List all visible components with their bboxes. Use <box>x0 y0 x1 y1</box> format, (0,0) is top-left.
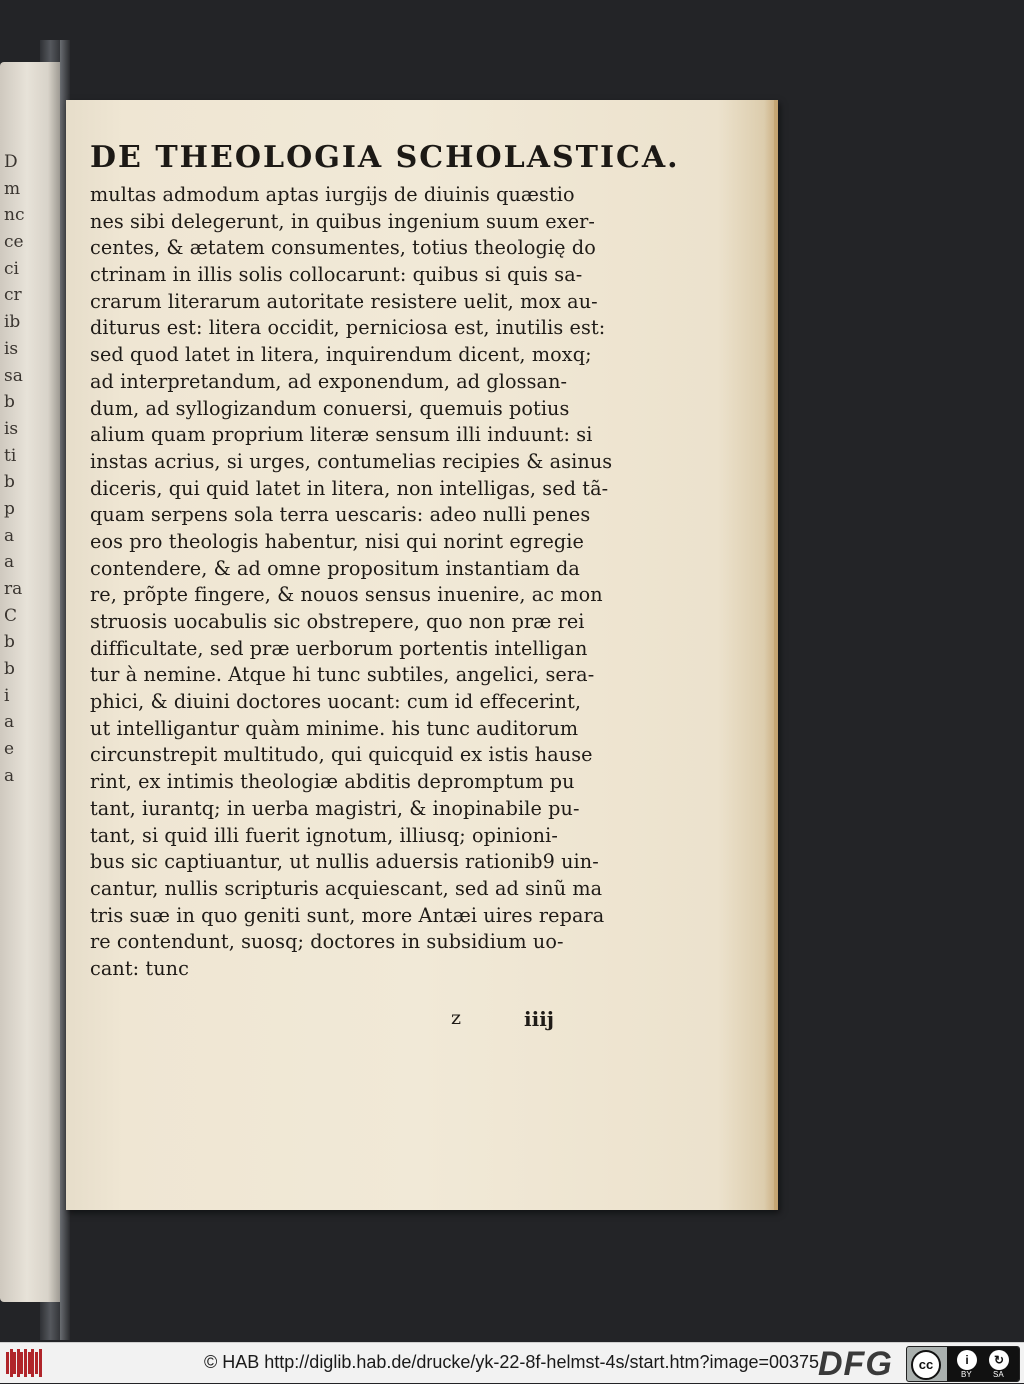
previous-page-text <box>4 152 34 793</box>
cc-icon: cc <box>911 1350 941 1380</box>
previous-page-fragment: ra <box>4 579 23 599</box>
previous-page-fragment: is <box>4 338 19 359</box>
cc-license-badge[interactable] <box>906 1346 1020 1382</box>
signature-mark: z <box>451 1007 462 1029</box>
hab-logo-bar <box>13 1352 16 1374</box>
previous-page-fragment: a <box>4 525 15 546</box>
text-line: tur à nemine. Atque hi tunc subtiles, angelici, sera- <box>90 663 595 687</box>
hab-logo-bar <box>31 1349 34 1377</box>
text-line: diceris, qui quid latet in litera, non intelligas, sed tã- <box>90 476 609 500</box>
previous-page-fragment: b <box>4 392 15 413</box>
text-line: circunstrepit multitudo, qui quicquid ex istis hause <box>90 743 593 767</box>
by-label: BY <box>961 1370 972 1379</box>
hab-logo-bar <box>35 1352 38 1374</box>
text-line: quam serpens sola terra uescaris: adeo nulli penes <box>90 503 591 527</box>
previous-page-fragment: C <box>4 605 18 626</box>
sa-share-alike-icon: ↻ <box>989 1350 1009 1370</box>
previous-page-fragment: ci <box>4 258 19 279</box>
text-line: cant: tunc <box>90 956 189 980</box>
text-line: phici, & diuini doctores uocant: cum id effecerint, <box>90 690 582 714</box>
text-line: ctrinam in illis solis collocarunt: quibus si quis sa- <box>90 263 583 287</box>
hab-logo-bar <box>24 1349 27 1377</box>
running-head: DE THEOLOGIA SCHOLASTICA. <box>90 140 680 175</box>
previous-page-fragment: ti <box>4 445 17 466</box>
text-line: eos pro theologis habentur, nisi qui norint egregie <box>90 529 584 553</box>
hab-logo-bar <box>39 1349 42 1377</box>
text-line: tant, si quid illi fuerit ignotum, illiusq; opinioni- <box>90 823 558 847</box>
text-line: difficultate, sed præ uerborum portentis intelligan <box>90 636 588 660</box>
text-line: rint, ex intimis theologiæ abditis depromptum pu <box>90 770 575 794</box>
hab-logo-bar <box>6 1352 9 1374</box>
previous-page-fragment: p <box>4 498 15 519</box>
text-line: re contendunt, suosq; doctores in subsidium uo- <box>90 930 564 954</box>
previous-page-fragment: cr <box>4 285 22 306</box>
text-line: cantur, nullis scripturis acquiescant, sed ad sinũ ma <box>90 876 603 900</box>
previous-page-fragment: sa <box>4 365 23 386</box>
sa-label: SA <box>993 1370 1004 1379</box>
license-strip <box>947 1347 1019 1381</box>
previous-page-fragment: a <box>4 552 15 573</box>
text-line: instas acrius, si urges, contumelias recipies & asinus <box>90 449 613 473</box>
text-line: tant, iurantq; in uerba magistri, & inopinabile pu- <box>90 796 580 820</box>
text-line: ad interpretandum, ad exponendum, ad glossan- <box>90 369 568 393</box>
previous-page-fragment: a <box>4 765 15 786</box>
text-line: crarum literarum autoritate resistere uelit, mox au- <box>90 289 598 313</box>
previous-page-fragment: i <box>4 685 10 706</box>
previous-page-fragment: is <box>4 418 19 439</box>
page-text-block <box>90 182 700 983</box>
text-line: multas admodum aptas iurgijs de diuinis quæstio <box>90 183 575 206</box>
previous-page-fragment: m <box>4 178 21 199</box>
dfg-logo: DFG <box>818 1345 893 1383</box>
text-line: re, prõpte fingere, & nouos sensus inuenire, ac mon <box>90 583 603 607</box>
book-page <box>66 100 778 1210</box>
text-line: nes sibi delegerunt, in quibus ingenium suum exer- <box>90 209 595 233</box>
previous-page-edge <box>0 62 60 1302</box>
copyright-link[interactable]: © HAB http://diglib.hab.de/drucke/yk-22-8f-helmst-4s/start.htm?image=00375 <box>204 1352 820 1372</box>
folio-mark: iiij <box>524 1007 555 1031</box>
previous-page-fragment: D <box>4 152 18 172</box>
text-line: centes, & ætatem consumentes, totius theologię do <box>90 236 596 260</box>
previous-page-fragment: b <box>4 632 15 653</box>
text-line: bus sic captiuantur, ut nullis aduersis rationib9 uin- <box>90 850 599 874</box>
text-line: struosis uocabulis sic obstrepere, quo non præ rei <box>90 610 585 633</box>
text-line: dum, ad syllogizandum conuersi, quemuis potius <box>90 396 570 420</box>
previous-page-fragment: b <box>4 472 15 493</box>
text-line: contendere, & ad omne propositum instantiam da <box>90 556 580 580</box>
previous-page-fragment: a <box>4 712 15 733</box>
hab-logo-bar <box>20 1352 23 1374</box>
text-line: tris suæ in quo geniti sunt, more Antæi uires repara <box>90 903 605 927</box>
hab-logo-icon <box>6 1349 46 1377</box>
previous-page-fragment: nc <box>4 205 25 226</box>
text-line: ut intelligantur quàm minime. his tunc auditorum <box>90 716 579 740</box>
text-line: alium quam proprium literæ sensum illi induunt: si <box>90 423 593 447</box>
footer-bar <box>0 1342 1024 1383</box>
previous-page-fragment: ib <box>4 312 21 333</box>
by-attribution-icon: i <box>957 1350 977 1370</box>
previous-page-fragment: b <box>4 659 15 680</box>
text-line: diturus est: litera occidit, perniciosa est, inutilis est: <box>90 316 606 340</box>
previous-page-fragment: e <box>4 739 15 760</box>
text-line: sed quod latet in litera, inquirendum dicent, moxq; <box>90 343 592 367</box>
previous-page-fragment: ce <box>4 232 24 253</box>
